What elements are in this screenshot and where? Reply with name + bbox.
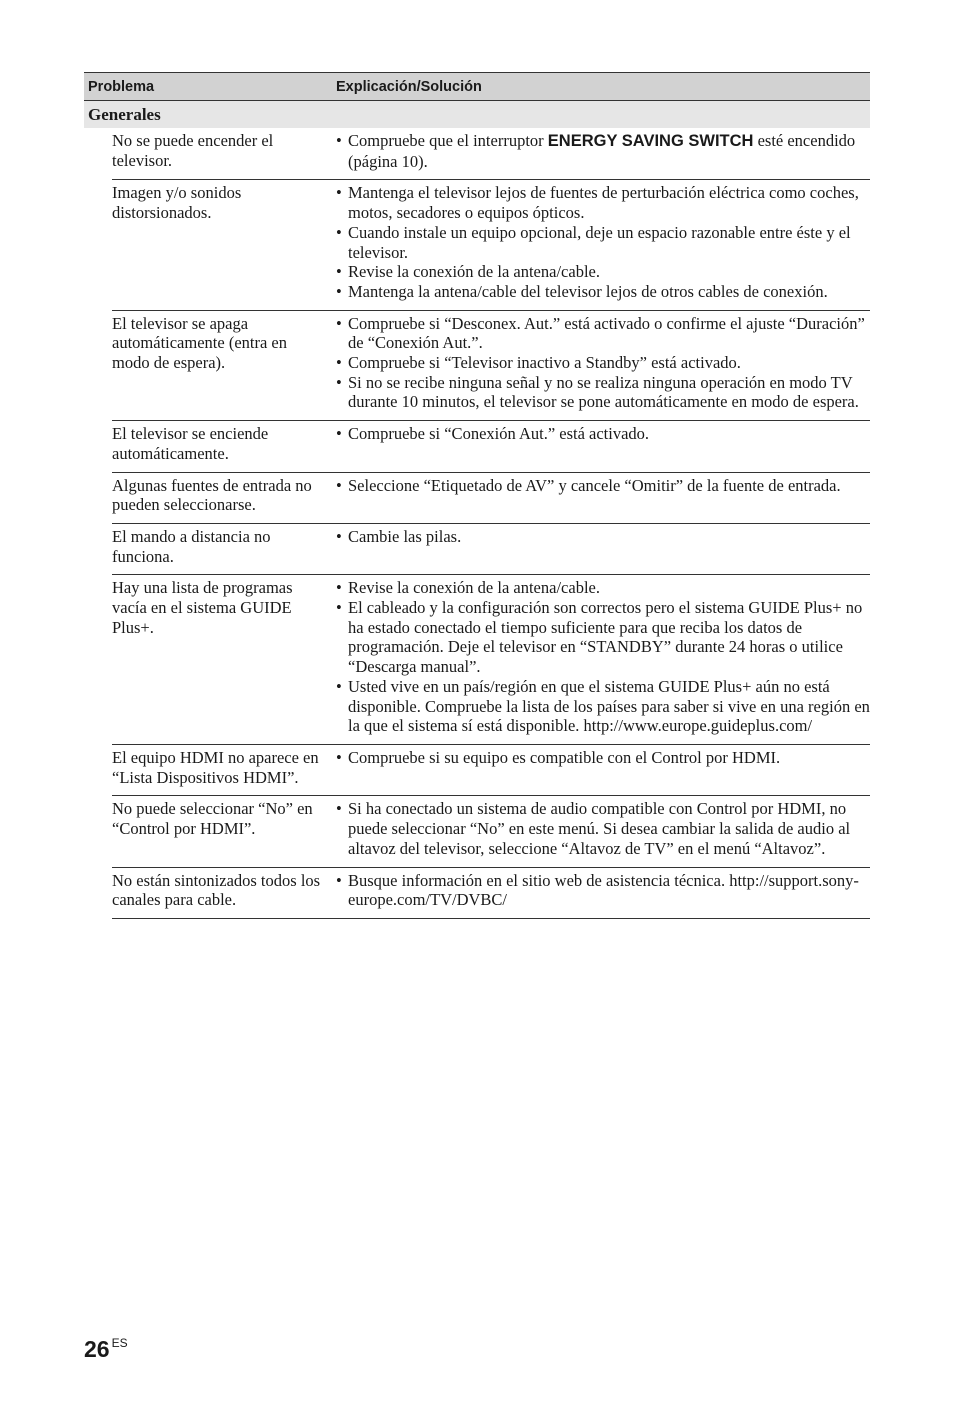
table-row: [112, 868, 870, 919]
solution-item: [336, 223, 870, 262]
solution-item: [336, 424, 870, 444]
problem-cell: No puede seleccionar “No” en “Control por HDMI”.: [112, 799, 313, 839]
header-solution: Explicación/Solución: [336, 78, 482, 95]
solution-text: Compruebe si su equipo es compatible con el Control por HDMI.: [348, 747, 781, 767]
problem-cell: No están sintonizados todos los canales para cable.: [112, 870, 321, 910]
solution-item: [336, 131, 870, 171]
solution-item: [336, 799, 870, 858]
table-row: [112, 128, 870, 180]
problem-cell: No se puede encender el televisor.: [112, 131, 274, 170]
solution-text: Seleccione “Etiquetado de AV” y cancele “Omitir” de la fuente de entrada.: [348, 475, 841, 495]
table-row: [112, 796, 870, 867]
table-header: [84, 72, 870, 101]
solution-item: [336, 871, 870, 910]
solution-text: Compruebe si “Conexión Aut.” está activado.: [348, 424, 650, 444]
solution-text: Mantenga la antena/cable del televisor lejos de otros cables de conexión.: [348, 281, 828, 301]
solution-cell: [332, 476, 870, 515]
problem-cell: El televisor se enciende automáticamente.: [112, 424, 269, 463]
problem-cell: Imagen y/o sonidos distorsionados.: [112, 183, 242, 223]
header-problem: Problema: [88, 78, 155, 95]
solution-text: Mantenga el televisor lejos de fuentes de perturbación eléctrica como coches, motos, secadores o equipos ópticos.: [348, 183, 859, 223]
solution-cell: [332, 578, 870, 736]
table-row: [112, 473, 870, 524]
table-row: [112, 524, 870, 575]
solution-list: [336, 871, 870, 910]
page-footer: [84, 1336, 128, 1363]
solution-list: [336, 476, 870, 496]
solution-item: [336, 262, 870, 282]
solution-list: [336, 131, 870, 171]
solution-list: [336, 527, 870, 547]
solution-item: [336, 598, 870, 677]
problem-cell: El televisor se apaga automáticamente (entra en modo de espera).: [112, 313, 287, 373]
solution-list: [336, 183, 870, 301]
solution-text: Cuando instale un equipo opcional, deje un espacio razonable entre éste y el televisor.: [348, 222, 851, 262]
solution-item: [336, 527, 870, 547]
solution-item: [336, 353, 870, 373]
solution-text: Compruebe si “Televisor inactivo a Standby” está activado.: [348, 353, 741, 373]
troubleshooting-table: [84, 72, 870, 919]
solution-item: [336, 183, 870, 222]
problem-cell: Algunas fuentes de entrada no pueden seleccionarse.: [112, 475, 312, 515]
solution-list: [336, 314, 870, 413]
solution-item: [336, 282, 870, 302]
problem-cell: El mando a distancia no funciona.: [112, 526, 271, 566]
section-title: Generales: [84, 101, 870, 128]
solution-text: Busque información en el sitio web de asistencia técnica. http://support.sony-europe.com/TV/DVBC/: [348, 870, 859, 910]
solution-text: Cambie las pilas.: [348, 526, 462, 546]
solution-text: Si ha conectado un sistema de audio compatible con Control por HDMI, no puede seleccionar “No” en este menú. Si desea cambiar la salida de audio al altavoz del televisor, seleccione “Altavoz de TV” en el menú “Altavoz”.: [348, 799, 851, 858]
table-row: [112, 180, 870, 310]
solution-cell: [332, 748, 870, 787]
solution-item: [336, 677, 870, 736]
table-row: [112, 575, 870, 745]
solution-item: [336, 578, 870, 598]
language-code: ES: [111, 1336, 128, 1350]
table-row: [112, 745, 870, 796]
solution-cell: [332, 314, 870, 413]
solution-cell: [332, 183, 870, 301]
solution-text: Compruebe que el interruptor: [348, 131, 548, 150]
solution-item: [336, 314, 870, 353]
solution-text: Si no se recibe ninguna señal y no se realiza ninguna operación en modo TV durante 10 minutos, el televisor se pone automáticamente en modo de espera.: [348, 372, 859, 412]
table-body: [112, 128, 870, 919]
solution-text: esté encendido (página 10).: [348, 131, 856, 171]
solution-cell: [332, 799, 870, 858]
solution-item: [336, 748, 870, 768]
solution-list: [336, 578, 870, 736]
solution-list: [336, 748, 870, 768]
solution-cell: [332, 131, 870, 171]
solution-cell: [332, 527, 870, 566]
solution-text: Compruebe si “Desconex. Aut.” está activado o confirme el ajuste “Duración” de “Conexión Aut.”.: [348, 313, 865, 353]
solution-item: [336, 476, 870, 496]
solution-cell: [332, 871, 870, 910]
solution-text: Revise la conexión de la antena/cable.: [348, 578, 600, 598]
solution-item: [336, 373, 870, 412]
solution-text: El cableado y la configuración son correctos pero el sistema GUIDE Plus+ no ha estado conectado el tiempo suficiente para que reciba los datos de programación. Deje el televisor en “STANDBY” durante 24 horas o utilice “Descarga manual”.: [348, 598, 863, 677]
problem-cell: Hay una lista de programas vacía en el sistema GUIDE Plus+.: [112, 578, 293, 637]
solution-list: [336, 424, 870, 444]
solution-text: Revise la conexión de la antena/cable.: [348, 262, 600, 282]
solution-cell: [332, 424, 870, 463]
table-row: [112, 311, 870, 422]
page-number: 26: [84, 1336, 110, 1362]
switch-name: ENERGY SAVING SWITCH: [547, 132, 754, 150]
solution-list: [336, 799, 870, 858]
table-row: [112, 421, 870, 472]
solution-text: Usted vive en un país/región en que el sistema GUIDE Plus+ aún no está disponible. Compruebe la lista de los países para saber si vive en una región en la que el sistema sí está disponible. http://www.europe.guideplus.com/: [348, 676, 870, 736]
problem-cell: El equipo HDMI no aparece en “Lista Dispositivos HDMI”.: [112, 747, 319, 787]
